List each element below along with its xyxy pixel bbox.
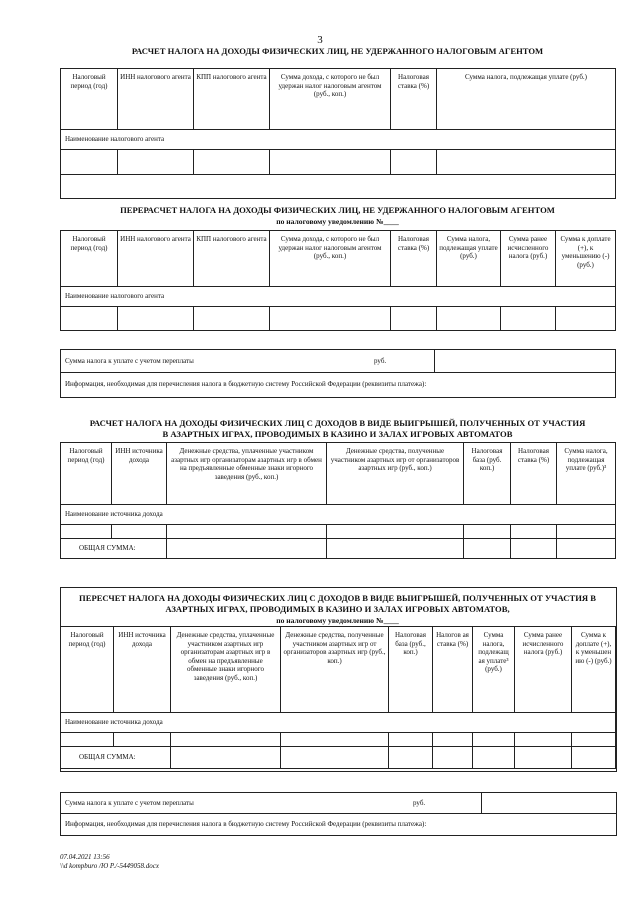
s3-total-tax[interactable] (557, 539, 616, 559)
s3-header-rate: Налоговая ставка (%) (511, 443, 557, 505)
s2-header-kpp: КПП налогового агента (194, 231, 270, 287)
s4-total-base[interactable] (389, 747, 433, 769)
s4-total-received[interactable] (281, 747, 389, 769)
s1-blank-row[interactable] (61, 175, 616, 199)
s2-header-inn: ИНН налогового агента (118, 231, 194, 287)
box1-currency: руб. (374, 357, 387, 365)
s3-header-received: Денежные средства, полученные участником азартных игр от организаторов азартных игр (руб., коп.) (327, 443, 464, 505)
s2-cell-prev-tax[interactable] (501, 307, 556, 331)
s4-total-label: ОБЩАЯ СУММА: (61, 747, 171, 769)
section1-title: РАСЧЕТ НАЛОГА НА ДОХОДЫ ФИЗИЧЕСКИХ ЛИЦ, НЕ УДЕРЖАННОГО НАЛОГОВЫМ АГЕНТОМ (131, 46, 544, 56)
s2-agent-label: Наименование налогового агента (61, 287, 616, 307)
payment-box-2 (60, 792, 617, 836)
section4-table (60, 626, 616, 769)
box2-sum-field[interactable] (482, 793, 616, 813)
s4-header-period: Налоговый период (год) (61, 627, 114, 713)
footer-filepath: \\d kompburo /Ю Р./-5449058.docx (60, 862, 160, 870)
s4-cell-delta[interactable] (572, 733, 616, 747)
s4-cell-paid[interactable] (171, 733, 281, 747)
box1-info-label: Информация, необходимая для перечисления налога в бюджетную систему Российской Федерации (реквизиты платежа): (65, 380, 427, 388)
s1-cell-rate[interactable] (391, 150, 437, 175)
s4-cell-rate[interactable] (433, 733, 473, 747)
section2-title-text: ПЕРЕРАСЧЕТ НАЛОГА НА ДОХОДЫ ФИЗИЧЕСКИХ ЛИЦ, НЕ УДЕРЖАННОГО НАЛОГОВЫМ АГЕНТОМ (120, 205, 555, 215)
s4-total-delta[interactable] (572, 747, 616, 769)
s4-total-tax[interactable] (473, 747, 515, 769)
s3-cell-received[interactable] (327, 525, 464, 539)
s4-cell-base[interactable] (389, 733, 433, 747)
footer-timestamp: 07.04.2021 13:56 (60, 853, 110, 861)
s3-cell-inn[interactable] (112, 525, 167, 539)
section3-title-line2: В АЗАРТНЫХ ИГРАХ, ПРОВОДИМЫХ В КАЗИНО И ЗАЛАХ ИГРОВЫХ АВТОМАТОВ (162, 429, 513, 439)
section2-subtitle: по налоговому уведомлению №____ (276, 217, 399, 226)
s2-header-rate: Налоговая ставка (%) (391, 231, 437, 287)
s3-cell-period[interactable] (61, 525, 112, 539)
s3-total-paid[interactable] (167, 539, 327, 559)
s4-total-paid[interactable] (171, 747, 281, 769)
s3-total-base[interactable] (464, 539, 511, 559)
box1-sum-field[interactable] (435, 350, 615, 372)
s4-header-base: Налоговая база (руб., коп.) (389, 627, 433, 713)
s4-header-delta: Сумма к доплате (+), к уменьшен ию (-) (руб.) (572, 627, 616, 713)
s2-cell-rate[interactable] (391, 307, 437, 331)
section3-title (60, 418, 615, 440)
s1-header-tax: Сумма налога, подлежащая уплате (руб.) (437, 69, 616, 130)
s4-header-prev-tax: Сумма ранее исчисленного налога (руб.) (515, 627, 572, 713)
s1-cell-inn[interactable] (118, 150, 194, 175)
section2-table (60, 230, 616, 331)
s3-source-label: Наименование источника дохода (61, 505, 616, 525)
s2-cell-period[interactable] (61, 307, 118, 331)
s4-cell-received[interactable] (281, 733, 389, 747)
page-number: 3 (317, 34, 323, 46)
section3-table (60, 442, 616, 559)
s2-cell-delta[interactable] (556, 307, 616, 331)
s2-header-delta: Сумма к доплате (+), к уменьшению (-) (руб.) (556, 231, 616, 287)
s1-agent-label: Наименование налогового агента (61, 130, 616, 150)
s4-header-paid: Денежные средства, уплаченные участником азартных игр организаторам азартных игр в обмен на предъявленные обменные знаки игорного заведения (руб., коп.) (171, 627, 281, 713)
section4-title-line1: ПЕРЕСЧЕТ НАЛОГА НА ДОХОДЫ ФИЗИЧЕСКИХ ЛИЦ С ДОХОДОВ В ВИДЕ ВЫИГРЫШЕЙ, ПОЛУЧЕННЫХ ОТ УЧАСТИЯ В (79, 593, 596, 603)
section4-title-line2: АЗАРТНЫХ ИГРАХ, ПРОВОДИМЫХ В КАЗИНО И ЗАЛАХ ИГРОВЫХ АВТОМАТОВ, (165, 604, 510, 614)
s2-header-tax: Сумма налога, подлежащая уплате (руб.) (437, 231, 501, 287)
footer (60, 853, 159, 871)
s1-cell-period[interactable] (61, 150, 118, 175)
s3-total-label: ОБЩАЯ СУММА: (61, 539, 167, 559)
s3-total-rate[interactable] (511, 539, 557, 559)
s4-header-received: Денежные средства, полученные участником азартных игр от организаторов азартных игр (руб., коп.) (281, 627, 389, 713)
s1-header-rate: Налоговая ставка (%) (391, 69, 437, 130)
section3-title-line1: РАСЧЕТ НАЛОГА НА ДОХОДЫ ФИЗИЧЕСКИХ ЛИЦ С ДОХОДОВ В ВИДЕ ВЫИГРЫШЕЙ, ПОЛУЧЕННЫХ ОТ УЧАСТИЯ (89, 418, 586, 428)
s2-cell-inn[interactable] (118, 307, 194, 331)
s3-header-inn: ИНН источника дохода (112, 443, 167, 505)
s3-total-received[interactable] (327, 539, 464, 559)
s3-cell-tax[interactable] (557, 525, 616, 539)
s4-cell-tax[interactable] (473, 733, 515, 747)
s3-header-tax: Сумма налога, подлежащая уплате (руб.)³ (557, 443, 616, 505)
s4-header-tax: Сумма налога, подлежащ ая уплате³ (руб.) (473, 627, 515, 713)
s3-header-paid: Денежные средства, уплаченные участником азартных игр организаторам азартных игр в обмен на предъявленные обменные знаки игорного заведения (руб., коп.) (167, 443, 327, 505)
s3-cell-base[interactable] (464, 525, 511, 539)
s1-cell-income[interactable] (270, 150, 391, 175)
s3-cell-rate[interactable] (511, 525, 557, 539)
s1-header-kpp: КПП налогового агента (194, 69, 270, 130)
s4-cell-inn[interactable] (114, 733, 171, 747)
s4-total-rate[interactable] (433, 747, 473, 769)
box2-currency: руб. (413, 799, 426, 807)
s3-header-base: Налоговая база (руб. коп.) (464, 443, 511, 505)
s1-header-inn: ИНН налогового агента (118, 69, 194, 130)
box1-sum-label: Сумма налога к уплате с учетом переплаты (65, 357, 194, 365)
s1-cell-kpp[interactable] (194, 150, 270, 175)
section4-subtitle: по налоговому уведомлению №____ (276, 616, 399, 625)
s2-cell-kpp[interactable] (194, 307, 270, 331)
s1-cell-tax[interactable] (437, 150, 616, 175)
s4-source-label: Наименование источника дохода (61, 713, 616, 733)
s4-cell-period[interactable] (61, 733, 114, 747)
s2-cell-income[interactable] (270, 307, 391, 331)
s3-header-period: Налоговый период (год) (61, 443, 112, 505)
s2-header-income: Сумма дохода, с которого не был удержан налог налоговым агентом (руб., коп.) (270, 231, 391, 287)
s2-header-period: Налоговый период (год) (61, 231, 118, 287)
section2-title (60, 205, 615, 227)
section1-table (60, 68, 616, 199)
s2-header-prev-tax: Сумма ранее исчисленного налога (руб.) (501, 231, 556, 287)
box2-info-label: Информация, необходимая для перечисления налога в бюджетную систему Российской Федерации (реквизиты платежа): (65, 820, 427, 828)
s1-header-income: Сумма дохода, с которого не был удержан налог налоговым агентом (руб., коп.) (270, 69, 391, 130)
box2-sum-label: Сумма налога к уплате с учетом переплаты (65, 799, 194, 807)
payment-box-1 (60, 349, 616, 398)
s1-header-period: Налоговый период (год) (61, 69, 118, 130)
s4-header-inn: ИНН источника дохода (114, 627, 171, 713)
s4-cell-prev-tax[interactable] (515, 733, 572, 747)
s2-cell-tax[interactable] (437, 307, 501, 331)
s4-total-prev-tax[interactable] (515, 747, 572, 769)
s3-cell-paid[interactable] (167, 525, 327, 539)
section4-title (60, 593, 615, 626)
s4-header-rate: Налогов ая ставка (%) (433, 627, 473, 713)
